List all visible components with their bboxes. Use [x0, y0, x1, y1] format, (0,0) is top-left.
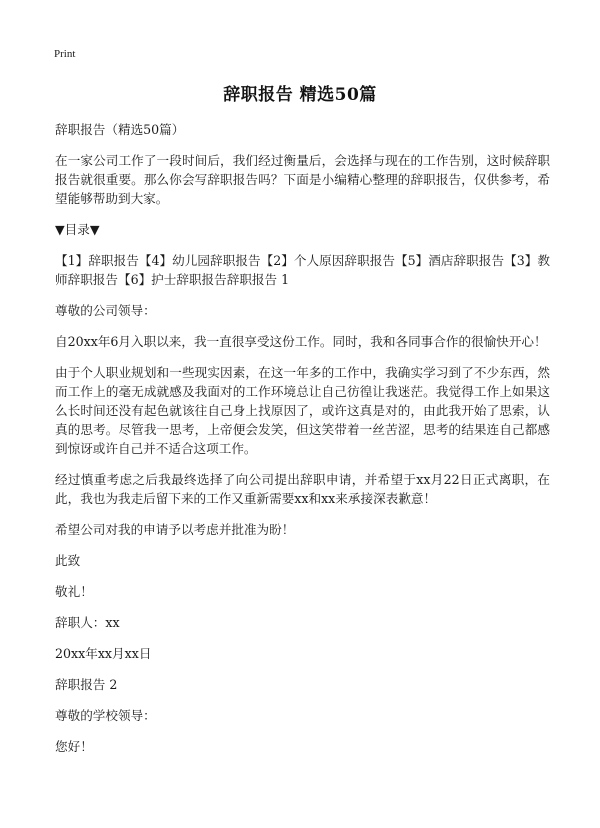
closing-salute: 敬礼！ [55, 584, 93, 599]
signature: 辞职人：xx [55, 615, 120, 630]
body-paragraph: 自20xx年6月入职以来，我一直很享受这份工作。同时，我和各同事合作的很愉快开心！ [55, 334, 547, 349]
toc-list: 【1】辞职报告【4】幼儿园辞职报告【2】个人原因辞职报告【5】酒店辞职报告【3】教师辞职报告【6】护士辞职报告辞职报告 1 [55, 253, 550, 287]
salutation: 尊敬的公司领导： [55, 303, 156, 318]
salutation: 尊敬的学校领导： [55, 708, 156, 723]
date-line: 20xx年xx月xx日 [55, 646, 152, 661]
greeting: 您好！ [55, 739, 93, 754]
section-heading: 辞职报告 2 [55, 677, 118, 692]
print-label: Print [54, 48, 76, 60]
subtitle: 辞职报告（精选50篇） [55, 122, 185, 137]
body-paragraph: 经过慎重考虑之后我最终选择了向公司提出辞职申请，并希望于xx月22日正式离职，在此，我也为我走后留下来的工作又重新需要xx和xx来承接深表歉意！ [55, 472, 550, 506]
intro-paragraph: 在一家公司工作了一段时间后，我们经过衡量后，会选择与现在的工作告别，这时候辞职报告就很重要。那么你会写辞职报告吗？下面是小编精心整理的辞职报告，仅供参考，希望能够帮助到大家。 [55, 153, 550, 206]
body-paragraph: 希望公司对我的申请予以考虑并批准为盼！ [55, 522, 295, 537]
document-body [55, 120, 550, 768]
closing-line: 此致 [55, 553, 81, 568]
toc-heading: ▼目录▼ [55, 222, 100, 237]
body-paragraph: 由于个人职业规划和一些现实因素，在这一年多的工作中，我确实学习到了不少东西，然而工作上的毫无成就感及我面对的工作环境总让自己彷徨让我迷茫。我觉得工作上如果这么长时间还没有起色就该往自己身上找原因了，或许这真是对的，由此我开始了思索，认真的思考。尽管我一思考，上帝便会发笑，但这笑带着一丝苦涩，思考的结果连自己都感到惊讶或许自己并不适合这项工作。 [55, 365, 550, 456]
document-title: 辞职报告 精选50篇 [223, 85, 377, 105]
